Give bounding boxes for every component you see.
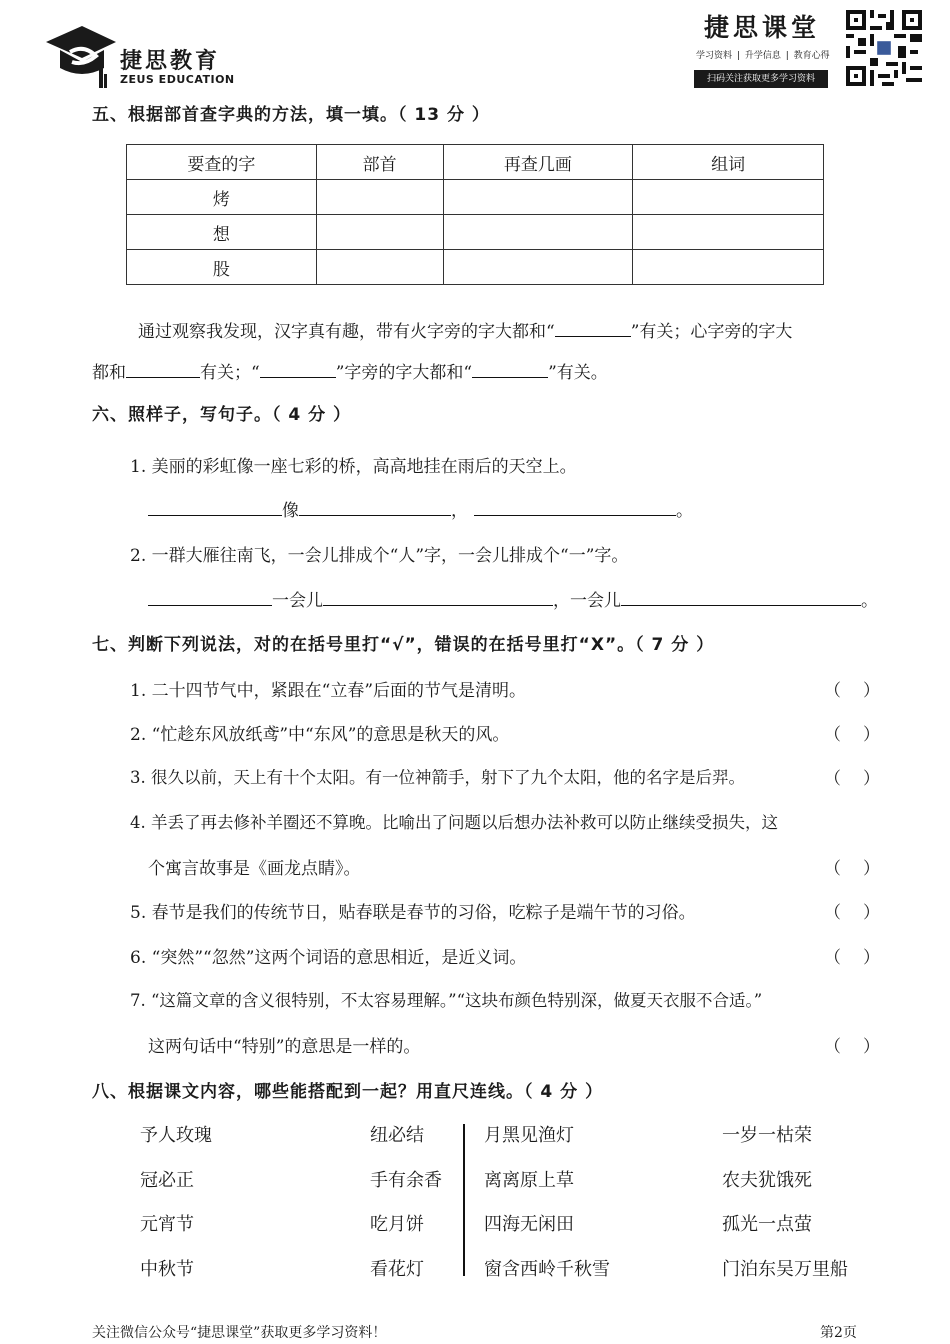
match-item-mid-left[interactable]: 吃月饼	[370, 1214, 424, 1235]
answer-parentheses[interactable]: （ ）	[824, 769, 880, 789]
brand-tag: 教育心得	[793, 51, 830, 61]
lookup-char: 烤	[127, 180, 317, 215]
sentence-answer-1: 像 ， 。	[148, 496, 693, 521]
answer-parentheses[interactable]: （ ）	[824, 681, 880, 701]
judgement-item-3: 3. 很久以前，天上有十个太阳。有一位神箭手，射下了九个太阳，他的名字是后羿。	[130, 768, 745, 787]
sentence-example-2: 2. 一群大雁往南飞，一会儿排成个“人”字，一会儿排成个“一”字。	[130, 546, 629, 566]
answer-parentheses[interactable]: （ ）	[824, 948, 880, 968]
page-number: 第2页	[820, 1325, 857, 1341]
radical-cell[interactable]	[316, 215, 443, 250]
match-item-mid-right[interactable]: 窗含西岭千秋雪	[484, 1259, 610, 1280]
answer-parentheses[interactable]: （ ）	[824, 859, 880, 879]
table-row	[127, 250, 824, 285]
match-item-right[interactable]: 门泊东吴万里船	[722, 1259, 848, 1280]
brand-banner: 扫码关注获取更多学习资料	[694, 70, 828, 88]
brand-tag: 学习资料	[696, 51, 733, 61]
brand-tags: 学习资料 | 升学信息 | 教育心得	[696, 51, 830, 61]
lookup-char: 想	[127, 215, 317, 250]
strokes-cell[interactable]	[443, 250, 633, 285]
col-header-word: 组词	[633, 145, 824, 180]
match-item-mid-left[interactable]: 看花灯	[370, 1259, 424, 1280]
judgement-item-4-cont: 个寓言故事是《画龙点睛》。	[148, 859, 361, 879]
table-row	[127, 180, 824, 215]
answer-blank[interactable]	[260, 359, 336, 378]
radical-cell[interactable]	[316, 250, 443, 285]
match-item-left[interactable]: 予人玫瑰	[140, 1125, 212, 1146]
observation-paragraph-line2: 都和 有关；“ ”字旁的字大都和“ ”有关。	[92, 358, 608, 383]
judgement-item-5: 5. 春节是我们的传统节日，贴春联是春节的习俗，吃粽子是端午节的习俗。	[130, 903, 696, 923]
match-item-mid-right[interactable]: 离离原上草	[484, 1170, 574, 1191]
col-header-radical: 部首	[316, 145, 443, 180]
table-header-row	[127, 145, 824, 180]
sentence-example-1: 1. 美丽的彩虹像一座七彩的桥，高高地挂在雨后的天空上。	[130, 457, 577, 477]
match-item-left[interactable]: 冠必正	[140, 1170, 194, 1191]
answer-blank[interactable]	[148, 497, 282, 516]
section5-title: 五、根据部首查字典的方法，填一填。（ 13 分 ）	[92, 105, 490, 125]
answer-blank[interactable]	[299, 497, 451, 516]
answer-blank[interactable]	[621, 587, 861, 606]
match-item-left[interactable]: 中秋节	[140, 1259, 194, 1280]
qr-code[interactable]	[846, 10, 922, 86]
match-item-right[interactable]: 农夫犹饿死	[722, 1170, 812, 1191]
match-item-mid-right[interactable]: 月黑见渔灯	[484, 1125, 574, 1146]
match-item-mid-right[interactable]: 四海无闲田	[484, 1214, 574, 1235]
answer-blank[interactable]	[323, 587, 553, 606]
match-item-mid-left[interactable]: 手有余香	[370, 1170, 442, 1191]
judgement-item-7: 7. “这篇文章的含义很特别，不太容易理解。”“这块布颜色特别深，做夏天衣服不合适。”	[130, 991, 763, 1010]
match-item-right[interactable]: 一岁一枯荣	[722, 1125, 812, 1146]
answer-blank[interactable]	[148, 587, 272, 606]
radical-cell[interactable]	[316, 180, 443, 215]
judgement-item-1: 1. 二十四节气中，紧跟在“立春”后面的节气是清明。	[130, 681, 527, 701]
qr-code-icon	[846, 10, 922, 86]
match-item-left[interactable]: 元宵节	[140, 1214, 194, 1235]
lookup-char: 股	[127, 250, 317, 285]
col-header-char: 要查的字	[127, 145, 317, 180]
matching-divider	[463, 1124, 465, 1276]
brand-tag: 升学信息	[744, 51, 781, 61]
judgement-item-7-cont: 这两句话中“特别”的意思是一样的。	[148, 1037, 421, 1057]
graduation-cap-icon	[44, 22, 118, 92]
answer-parentheses[interactable]: （ ）	[824, 1037, 880, 1057]
sentence-answer-2: 一会儿 ，一会儿 。	[148, 586, 878, 611]
footer-note: 关注微信公众号“捷思课堂”获取更多学习资料！	[92, 1325, 387, 1341]
table-row	[127, 215, 824, 250]
zeus-logo	[44, 22, 244, 92]
section8-title: 八、根据课文内容，哪些能搭配到一起？用直尺连线。（ 4 分 ）	[92, 1082, 604, 1102]
answer-blank[interactable]	[555, 318, 631, 337]
logo-chinese: 捷思教育	[120, 49, 221, 74]
answer-blank[interactable]	[474, 497, 676, 516]
judgement-item-2: 2. “忙趁东风放纸鸢”中“东风”的意思是秋天的风。	[130, 725, 510, 745]
radical-lookup-table	[126, 144, 824, 285]
section7-title: 七、判断下列说法，对的在括号里打“√”，错误的在括号里打“X”。（ 7 分 ）	[92, 635, 715, 655]
brand-title: 捷思课堂	[704, 13, 821, 42]
logo-english: ZEUS EDUCATION	[120, 73, 235, 86]
match-item-right[interactable]: 孤光一点萤	[722, 1214, 812, 1235]
brand-block	[694, 8, 830, 90]
match-item-mid-left[interactable]: 纽必结	[370, 1125, 424, 1146]
answer-parentheses[interactable]: （ ）	[824, 903, 880, 923]
answer-blank[interactable]	[126, 359, 200, 378]
word-cell[interactable]	[633, 215, 824, 250]
strokes-cell[interactable]	[443, 215, 633, 250]
section6-title: 六、照样子，写句子。（ 4 分 ）	[92, 405, 352, 425]
answer-blank[interactable]	[472, 359, 548, 378]
judgement-item-4: 4. 羊丢了再去修补羊圈还不算晚。比喻出了问题以后想办法补救可以防止继续受损失，这	[130, 813, 778, 832]
observation-paragraph-line1: 通过观察我发现，汉字真有趣，带有火字旁的字大都和“ ”有关；心字旁的字大	[138, 317, 792, 342]
col-header-strokes: 再查几画	[443, 145, 633, 180]
word-cell[interactable]	[633, 250, 824, 285]
word-cell[interactable]	[633, 180, 824, 215]
judgement-item-6: 6. “突然”“忽然”这两个词语的意思相近，是近义词。	[130, 948, 527, 968]
answer-parentheses[interactable]: （ ）	[824, 725, 880, 745]
strokes-cell[interactable]	[443, 180, 633, 215]
